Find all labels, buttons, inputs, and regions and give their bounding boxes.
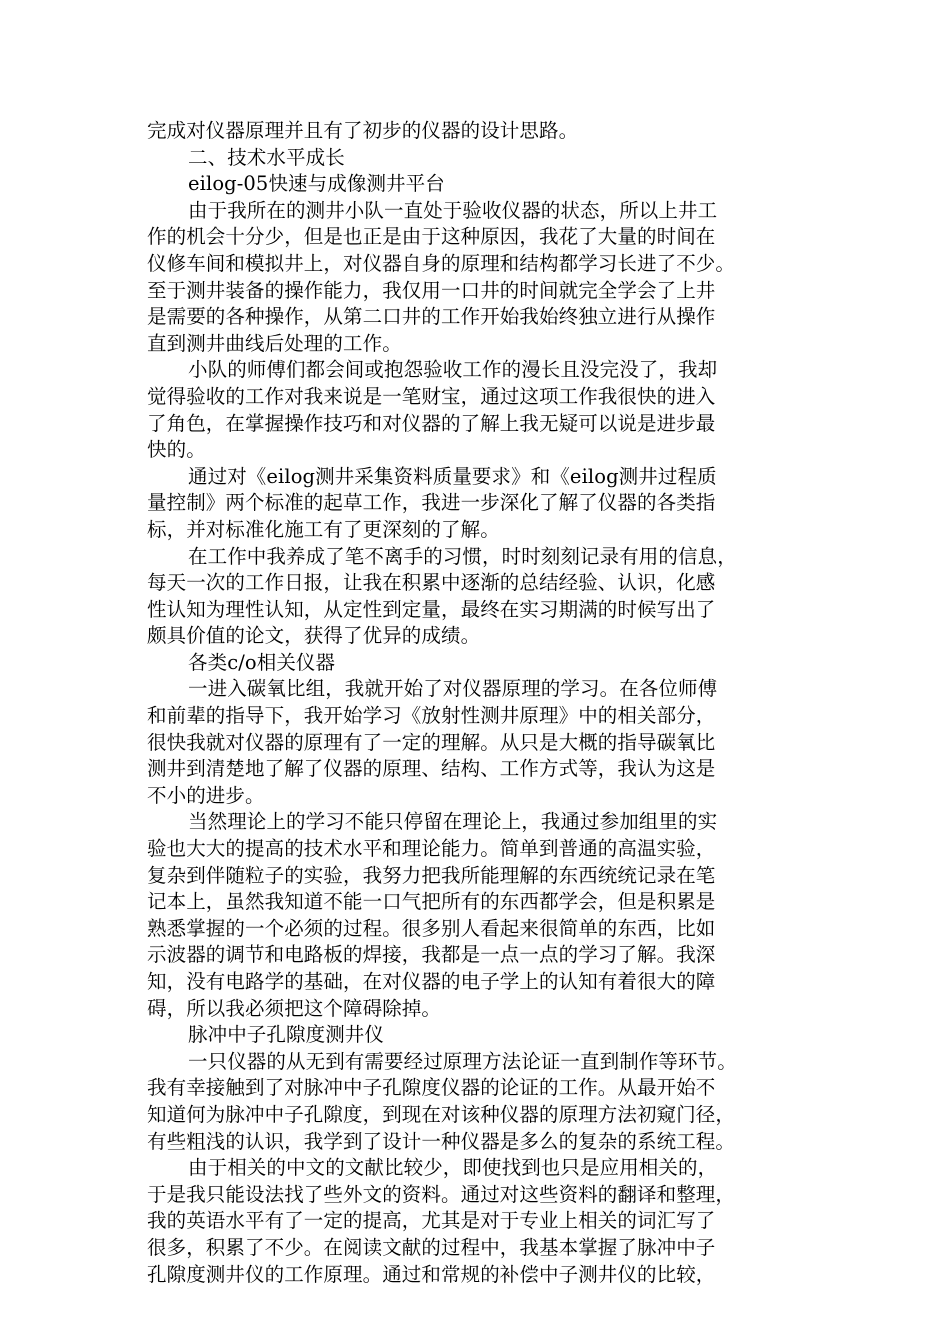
text-line: 每天一次的工作日报，让我在积累中逐渐的总结经验、认识，化感: [147, 571, 716, 595]
text-line: 我的英语水平有了一定的提高，尤其是对于专业上相关的词汇写了: [147, 1209, 716, 1233]
text-line: 二、技术水平成长: [188, 145, 345, 169]
text-line: 和前辈的指导下，我开始学习《放射性测井原理》中的相关部分，: [147, 704, 716, 728]
text-line: 各类c/o相关仪器: [188, 650, 336, 674]
text-line: 有些粗浅的认识，我学到了设计一种仪器是多么的复杂的系统工程。: [147, 1129, 736, 1153]
text-line: 一只仪器的从无到有需要经过原理方法论证一直到制作等环节。: [188, 1049, 737, 1073]
text-line: 于是我只能设法找了些外文的资料。通过对这些资料的翻译和整理，: [147, 1182, 736, 1206]
text-line: 通过对《eilog测井采集资料质量要求》和《eilog测井过程质: [188, 464, 717, 488]
text-line: 直到测井曲线后处理的工作。: [147, 331, 402, 355]
text-line: 性认知为理性认知，从定性到定量，最终在实习期满的时候写出了: [147, 597, 716, 621]
text-line: 验也大大的提高的技术水平和理论能力。简单到普通的高温实验，: [147, 837, 716, 861]
text-line: 复杂到伴随粒子的实验，我努力把我所能理解的东西统统记录在笔: [147, 863, 716, 887]
text-line: 知，没有电路学的基础，在对仪器的电子学上的认知有着很大的障: [147, 970, 716, 993]
text-line: 作的机会十分少，但是也正是由于这种原因，我花了大量的时间在: [147, 225, 716, 249]
text-line: 量控制》两个标准的起草工作，我进一步深化了解了仪器的各类指: [147, 491, 716, 515]
text-line: 完成对仪器原理并且有了初步的仪器的设计思路。: [147, 119, 579, 142]
text-line: 小队的师傅们都会间或抱怨验收工作的漫长且没完没了，我却: [188, 358, 718, 382]
text-line: 测井到清楚地了解了仪器的原理、结构、工作方式等，我认为这是: [147, 757, 716, 781]
document-body: [147, 118, 827, 1288]
text-line: 很快我就对仪器的原理有了一定的理解。从只是大概的指导碳氧比: [147, 730, 716, 754]
text-line: 由于相关的中文的文献比较少，即使找到也只是应用相关的，: [188, 1156, 718, 1180]
text-line: 熟悉掌握的一个必须的过程。很多别人看起来很简单的东西，比如: [147, 916, 716, 940]
text-line: 孔隙度测井仪的工作原理。通过和常规的补偿中子测井仪的比较，: [147, 1262, 716, 1286]
text-line: 当然理论上的学习不能只停留在理论上，我通过参加组里的实: [188, 810, 718, 834]
text-line: 至于测井装备的操作能力，我仅用一口井的时间就完全学会了上井: [147, 278, 716, 302]
text-line: 由于我所在的测井小队一直处于验收仪器的状态，所以上井工: [188, 198, 718, 222]
text-line: 知道何为脉冲中子孔隙度，到现在对该种仪器的原理方法初窥门径，: [147, 1102, 736, 1126]
text-line: 标，并对标准化施工有了更深刻的了解。: [147, 517, 500, 541]
text-line: 仪修车间和模拟井上，对仪器自身的原理和结构都学习长进了不少。: [147, 251, 736, 275]
text-line: 碍，所以我必须把这个障碍除掉。: [147, 996, 442, 1020]
text-line: 不小的进步。: [147, 783, 265, 807]
text-line: eilog-05快速与成像测井平台: [188, 172, 445, 196]
text-line: 快的。: [147, 438, 206, 462]
text-line: 在工作中我养成了笔不离手的习惯，时时刻刻记录有用的信息，: [188, 544, 737, 568]
text-line: 脉冲中子孔隙度测井仪: [188, 1023, 385, 1047]
text-line: 我有幸接触到了对脉冲中子孔隙度仪器的论证的工作。从最开始不: [147, 1076, 716, 1100]
text-line: 一进入碳氧比组，我就开始了对仪器原理的学习。在各位师傅: [188, 677, 718, 701]
text-line: 了角色，在掌握操作技巧和对仪器的了解上我无疑可以说是进步最: [147, 411, 716, 435]
text-line: 记本上，虽然我知道不能一口气把所有的东西都学会，但是积累是: [147, 890, 716, 914]
text-line: 很多，积累了不少。在阅读文献的过程中，我基本掌握了脉冲中子: [147, 1235, 716, 1259]
text-line: 是需要的各种操作，从第二口井的工作开始我始终独立进行从操作: [147, 305, 716, 329]
text-line: 颇具价值的论文，获得了优异的成绩。: [147, 624, 481, 648]
text-line: 示波器的调节和电路板的焊接，我都是一点一点的学习了解。我深: [147, 943, 716, 967]
text-line: 觉得验收的工作对我来说是一笔财宝，通过这项工作我很快的进入: [147, 384, 716, 408]
